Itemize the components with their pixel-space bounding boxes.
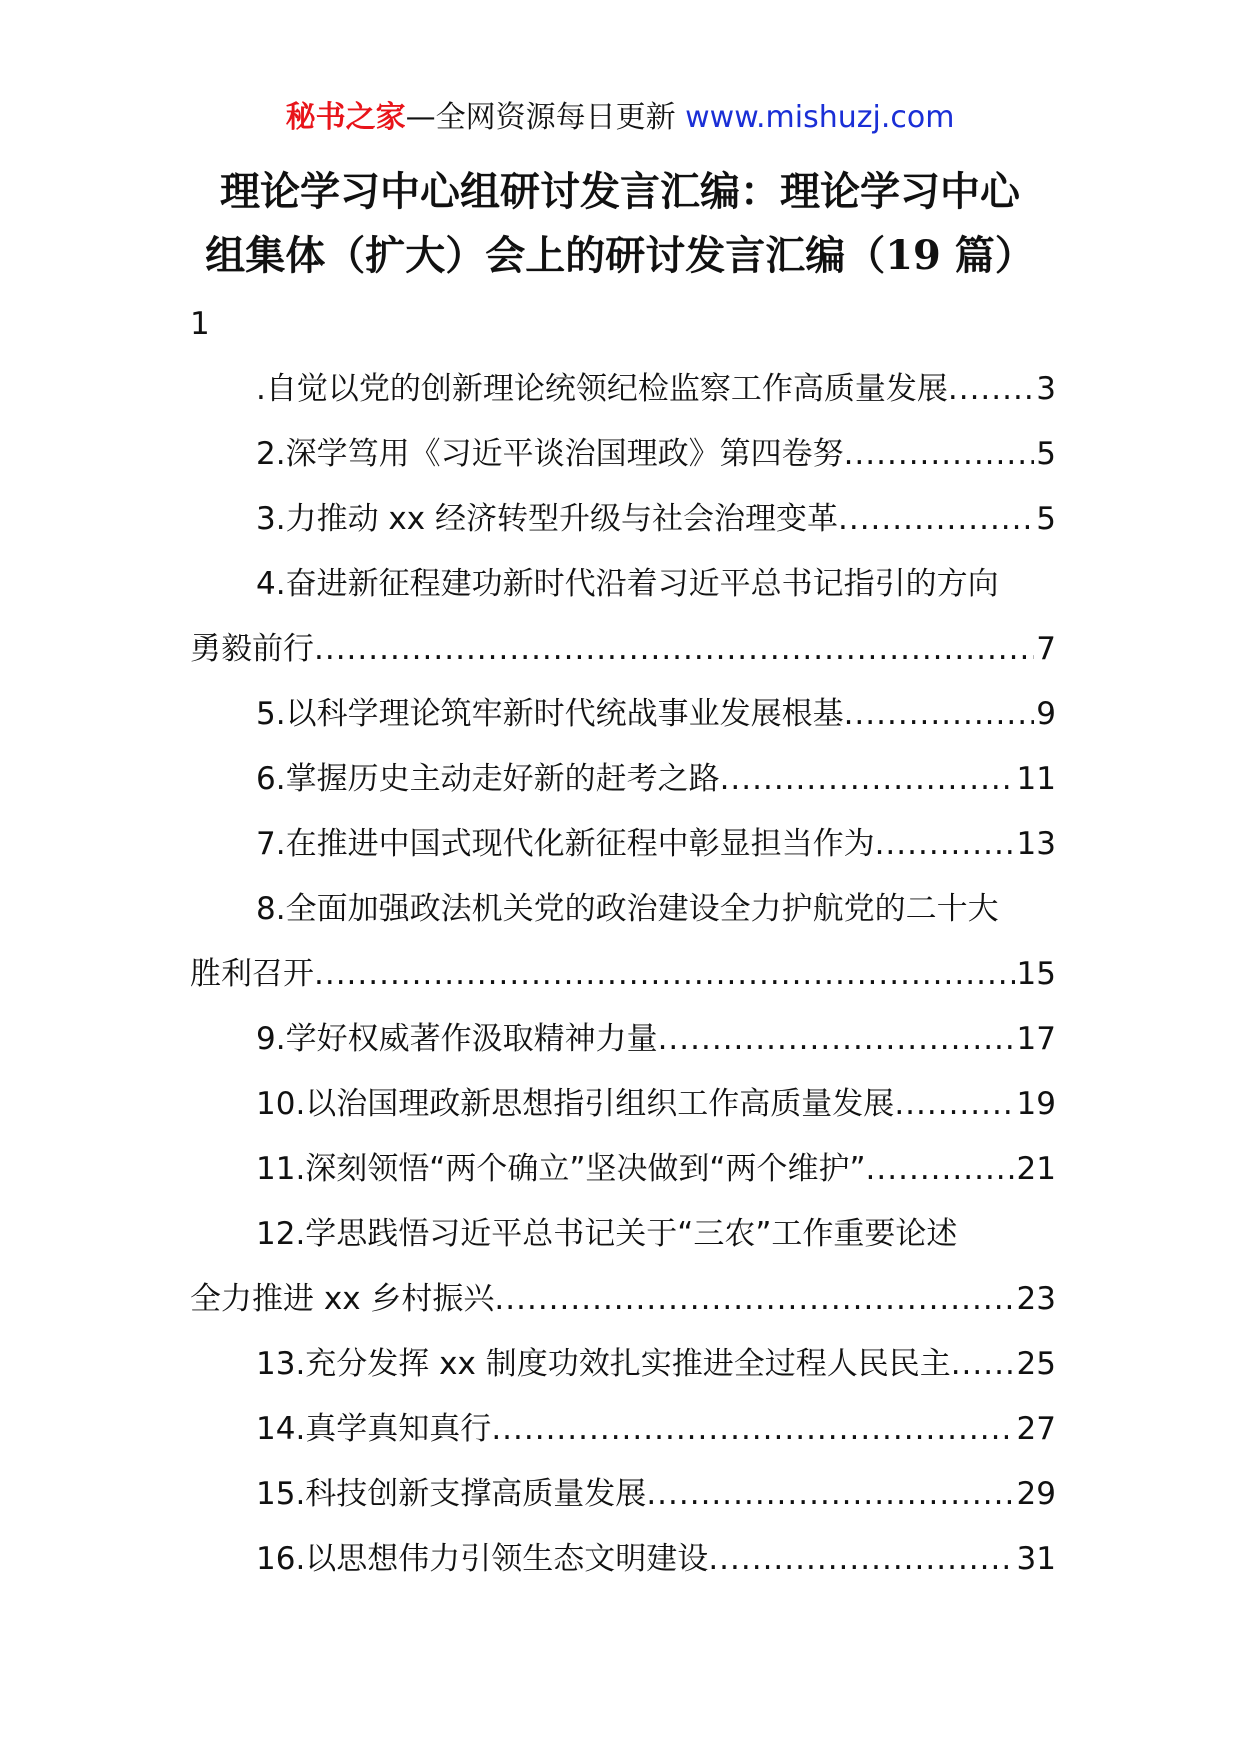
toc-entry-title: 14.真学真知真行 — [256, 1411, 492, 1447]
toc-entry-title: 2.深学笃用《习近平谈治国理政》第四卷努 — [256, 436, 844, 472]
toc-entry-title: .自觉以党的创新理论统领纪检监察工作高质量发展 — [256, 371, 948, 407]
brand-name: 秘书之家 — [285, 100, 406, 135]
toc-entry[interactable] — [190, 422, 1056, 487]
toc-entry-page: 31 — [1016, 1541, 1056, 1577]
table-of-contents — [190, 292, 1056, 1592]
toc-entry[interactable] — [190, 1332, 1056, 1397]
header-slogan: —全网资源每日更新 — [405, 100, 676, 135]
toc-entry[interactable] — [190, 1072, 1056, 1137]
toc-entry-title: 3.力推动 xx 经济转型升级与社会治理变革 — [256, 501, 838, 537]
toc-entry-page: 15 — [1016, 956, 1056, 992]
toc-entry[interactable] — [190, 1527, 1056, 1592]
toc-leader-dots — [491, 1397, 1014, 1462]
toc-entry[interactable] — [190, 1397, 1056, 1462]
toc-lead-number: 1 — [190, 306, 210, 342]
toc-entry-page: 27 — [1016, 1411, 1056, 1447]
toc-entry[interactable] — [190, 487, 1056, 552]
toc-entry-title-line1[interactable]: 4.奋进新征程建功新时代沿着习近平总书记指引的方向 — [256, 566, 999, 602]
site-url-link[interactable]: www.mishuzj.com — [685, 100, 955, 135]
toc-entry-page: 25 — [1016, 1346, 1056, 1382]
toc-entry-title: 11.深刻领悟“两个确立”坚决做到“两个维护” — [256, 1151, 866, 1187]
toc-entry[interactable] — [190, 1007, 1056, 1072]
toc-entry-title: 勇毅前行 — [190, 631, 314, 667]
document-title — [150, 160, 1090, 288]
toc-leader-dots — [658, 1007, 1015, 1072]
toc-entry[interactable] — [190, 812, 1056, 877]
toc-entry[interactable] — [190, 617, 1056, 682]
toc-leader-dots — [314, 942, 1015, 1007]
toc-entry-page: 11 — [1016, 761, 1056, 797]
toc-leader-dots — [838, 487, 1034, 552]
toc-entry-title: 7.在推进中国式现代化新征程中彰显担当作为 — [256, 826, 875, 862]
toc-leader-dots — [844, 682, 1035, 747]
toc-leader-dots — [494, 1267, 1014, 1332]
toc-entry-page: 5 — [1036, 436, 1056, 472]
toc-entry-page: 7 — [1036, 631, 1056, 667]
toc-entry-page: 21 — [1016, 1151, 1056, 1187]
toc-entry-page: 29 — [1016, 1476, 1056, 1512]
toc-entry-title: 13.充分发挥 xx 制度功效扎实推进全过程人民民主 — [256, 1346, 951, 1382]
toc-entry-page: 9 — [1036, 696, 1056, 732]
toc-entry-title-line1[interactable]: 8.全面加强政法机关党的政治建设全力护航党的二十大 — [256, 891, 999, 927]
site-header — [0, 98, 1240, 138]
toc-leader-dots — [894, 1072, 1014, 1137]
toc-leader-dots — [866, 1137, 1015, 1202]
toc-entry[interactable] — [190, 942, 1056, 1007]
toc-entry[interactable] — [190, 1267, 1056, 1332]
toc-leader-dots — [948, 357, 1034, 422]
toc-entry[interactable] — [190, 747, 1056, 812]
toc-entry-title: 15.科技创新支撑高质量发展 — [256, 1476, 647, 1512]
toc-leader-dots — [708, 1527, 1014, 1592]
toc-leader-dots — [844, 422, 1035, 487]
toc-entry-page: 19 — [1016, 1086, 1056, 1122]
toc-entry-page: 3 — [1036, 371, 1056, 407]
toc-entry-title: 全力推进 xx 乡村振兴 — [190, 1281, 495, 1317]
toc-leader-dots — [646, 1462, 1014, 1527]
toc-entry-page: 17 — [1016, 1021, 1056, 1057]
toc-entry-title: 5.以科学理论筑牢新时代统战事业发展根基 — [256, 696, 844, 732]
toc-entry-title: 9.学好权威著作汲取精神力量 — [256, 1021, 658, 1057]
toc-entry[interactable] — [190, 1137, 1056, 1202]
toc-entry-title: 16.以思想伟力引领生态文明建设 — [256, 1541, 709, 1577]
toc-entry-page: 5 — [1036, 501, 1056, 537]
toc-entry[interactable] — [190, 357, 1056, 422]
toc-entry-title: 6.掌握历史主动走好新的赶考之路 — [256, 761, 720, 797]
toc-entry-page: 13 — [1016, 826, 1056, 862]
toc-leader-dots — [875, 812, 1015, 877]
toc-entry-title: 胜利召开 — [190, 956, 314, 992]
toc-leader-dots — [951, 1332, 1015, 1397]
toc-entry-title-line1[interactable]: 12.学思践悟习近平总书记关于“三农”工作重要论述 — [256, 1216, 958, 1252]
toc-entry[interactable] — [190, 682, 1056, 747]
toc-leader-dots — [314, 617, 1034, 682]
title-line-2: 组集体（扩大）会上的研讨发言汇编（19 篇） — [205, 232, 1035, 279]
toc-entry-title: 10.以治国理政新思想指引组织工作高质量发展 — [256, 1086, 895, 1122]
toc-entry[interactable] — [190, 1462, 1056, 1527]
title-line-1: 理论学习中心组研讨发言汇编：理论学习中心 — [220, 168, 1020, 215]
toc-entry-page: 23 — [1016, 1281, 1056, 1317]
toc-leader-dots — [720, 747, 1015, 812]
